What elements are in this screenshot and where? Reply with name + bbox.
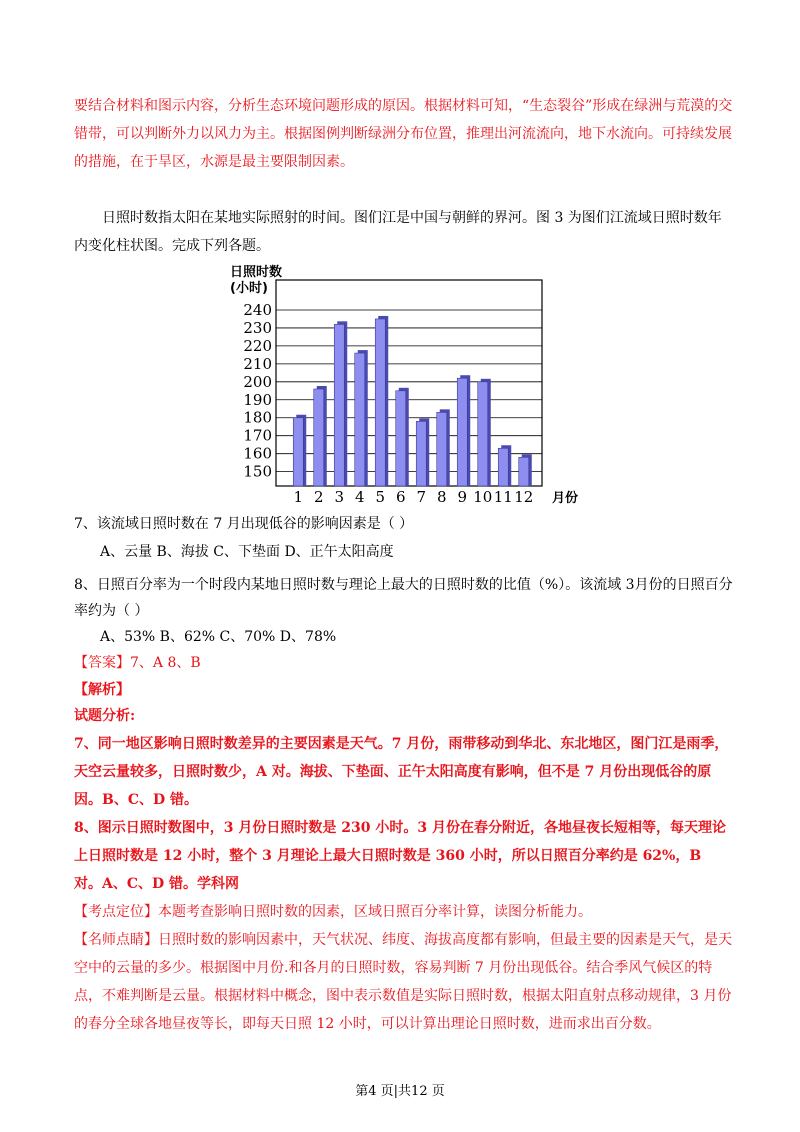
chart-y-tick-label: 230 <box>243 318 272 337</box>
chart-x-tick-label: 5 <box>375 488 386 506</box>
chart-bar <box>478 382 488 486</box>
chart-bar <box>498 448 508 486</box>
chart-y-tick-label: 160 <box>243 444 272 463</box>
analysis-8: 8、图示日照时数图中，3 月份日照时数是 230 小时。3 月份在春分附近，各地昼夜长短相等，每天理论上日照时数是 12 小时，整个 3 月理论上最大日照时数是 360 小时，所以日照百分率约是 62%，B 对。A、C、D 错。学科网 <box>74 820 726 892</box>
chart-y-tick-label: 200 <box>243 372 272 391</box>
chart-bar <box>314 389 324 486</box>
chart-x-tick-label: 4 <box>354 488 365 506</box>
chart-x-tick-label: 12 <box>514 488 534 506</box>
analysis-header: 【解析】 <box>74 682 130 698</box>
chart-y-tick-label: 150 <box>243 462 272 481</box>
answer: 【答案】7、A 8、B <box>74 655 201 671</box>
chart-bar <box>519 457 529 486</box>
chart-x-tick-label: 6 <box>395 488 406 506</box>
chart-y-tick-label: 220 <box>243 336 272 355</box>
chart-bar <box>293 418 303 486</box>
chart-xlabel: 月份 <box>552 491 579 506</box>
question-stem: 日照时数指太阳在某地实际照射的时间。图们江是中国与朝鲜的界河。图 3 为图们江流域日照时数年内变化柱状图。完成下列各题。 <box>74 210 722 254</box>
chart-y-tick-label: 170 <box>243 426 272 445</box>
page-footer: 第4 页|共12 页 <box>355 1084 445 1099</box>
sunshine-bar-chart <box>226 262 579 514</box>
kaodian: 【考点定位】本题考查影响日照时数的因素，区域日照百分率计算，读图分析能力。 <box>74 904 592 920</box>
analysis-7: 7、同一地区影响日照时数差异的主要因素是天气。7 月份，雨带移动到华北、东北地区，图门江是雨季，天空云量较多，日照时数少，A 对。海拔、下垫面、正午太阳高度有影响，但不是 7 月份出现低谷的原因。B、C、D 错。 <box>74 736 729 808</box>
q8-question-line2: 率约为（ ） <box>74 603 149 619</box>
chart-y-tick-label: 190 <box>243 390 272 409</box>
chart-x-tick-label: 10 <box>473 488 493 506</box>
chart-bar <box>355 353 365 486</box>
chart-x-tick-label: 8 <box>436 488 447 506</box>
chart-x-tick-label: 1 <box>293 488 304 506</box>
q7-question: 7、该流域日照时数在 7 月出现低谷的影响因素是（ ） <box>74 516 414 532</box>
chart-bar <box>416 421 426 486</box>
chart-y-tick-label: 210 <box>243 354 272 373</box>
chart-y-tick-label: 180 <box>243 408 272 427</box>
intro-paragraph: 要结合材料和图示内容，分析生态环境问题形成的原因。根据材料可知，“生态裂谷”形成在绿洲与荒漠的交错带，可以判断外力以风力为主。根据图例判断绿洲分布位置，推理出河流流向，地下水流向。可持续发展的措施，在于旱区，水源是最主要限制因素。 <box>74 98 733 170</box>
chart-bar <box>396 391 406 486</box>
analysis-subheader: 试题分析: <box>74 708 136 724</box>
q8-question-line1: 8、日照百分率为一个时段内某地日照时数与理论上最大的日照时数的比值（%）。该流域 3月份的日照百分 <box>74 577 733 593</box>
chart-bar <box>457 378 467 486</box>
chart-bars <box>293 316 532 486</box>
q8-options: A、53% B、62% C、70% D、78% <box>100 629 337 645</box>
chart-x-tick-label: 7 <box>416 488 427 506</box>
chart-ylabel-line1: 日照时数 <box>230 265 283 280</box>
chart-bar <box>334 324 344 486</box>
chart-x-tick-label: 11 <box>493 488 513 506</box>
chart-x-tick-label: 9 <box>457 488 468 506</box>
chart-y-tick-label: 240 <box>243 300 272 319</box>
chart-bar <box>437 412 447 486</box>
chart-x-ticks <box>293 488 533 506</box>
chart-bar <box>375 319 385 486</box>
chart-x-tick-label: 3 <box>334 488 345 506</box>
chart-y-ticks <box>243 301 272 481</box>
chart-x-tick-label: 2 <box>313 488 324 506</box>
q7-options: A、云量 B、海拔 C、下垫面 D、正午太阳高度 <box>100 544 394 560</box>
chart-ylabel-line2: (小时) <box>230 281 268 296</box>
mingshi: 【名师点睛】日照时数的影响因素中，天气状况、纬度、海拔高度都有影响，但最主要的因素是天气，是天空中的云量的多少。根据图中月份.和各月的日照时数，容易判断 7 月份出现低谷。结合季风气候区的特点，不难判断是云量。根据材料中概念，图中表示数值是实际日照时数，根据太阳直射点移动规律，3 月份的春分全球各地昼夜等长，即每天日照 12 小时，可以计算出理论日照时数，进而求出百分数。 <box>74 932 732 1032</box>
